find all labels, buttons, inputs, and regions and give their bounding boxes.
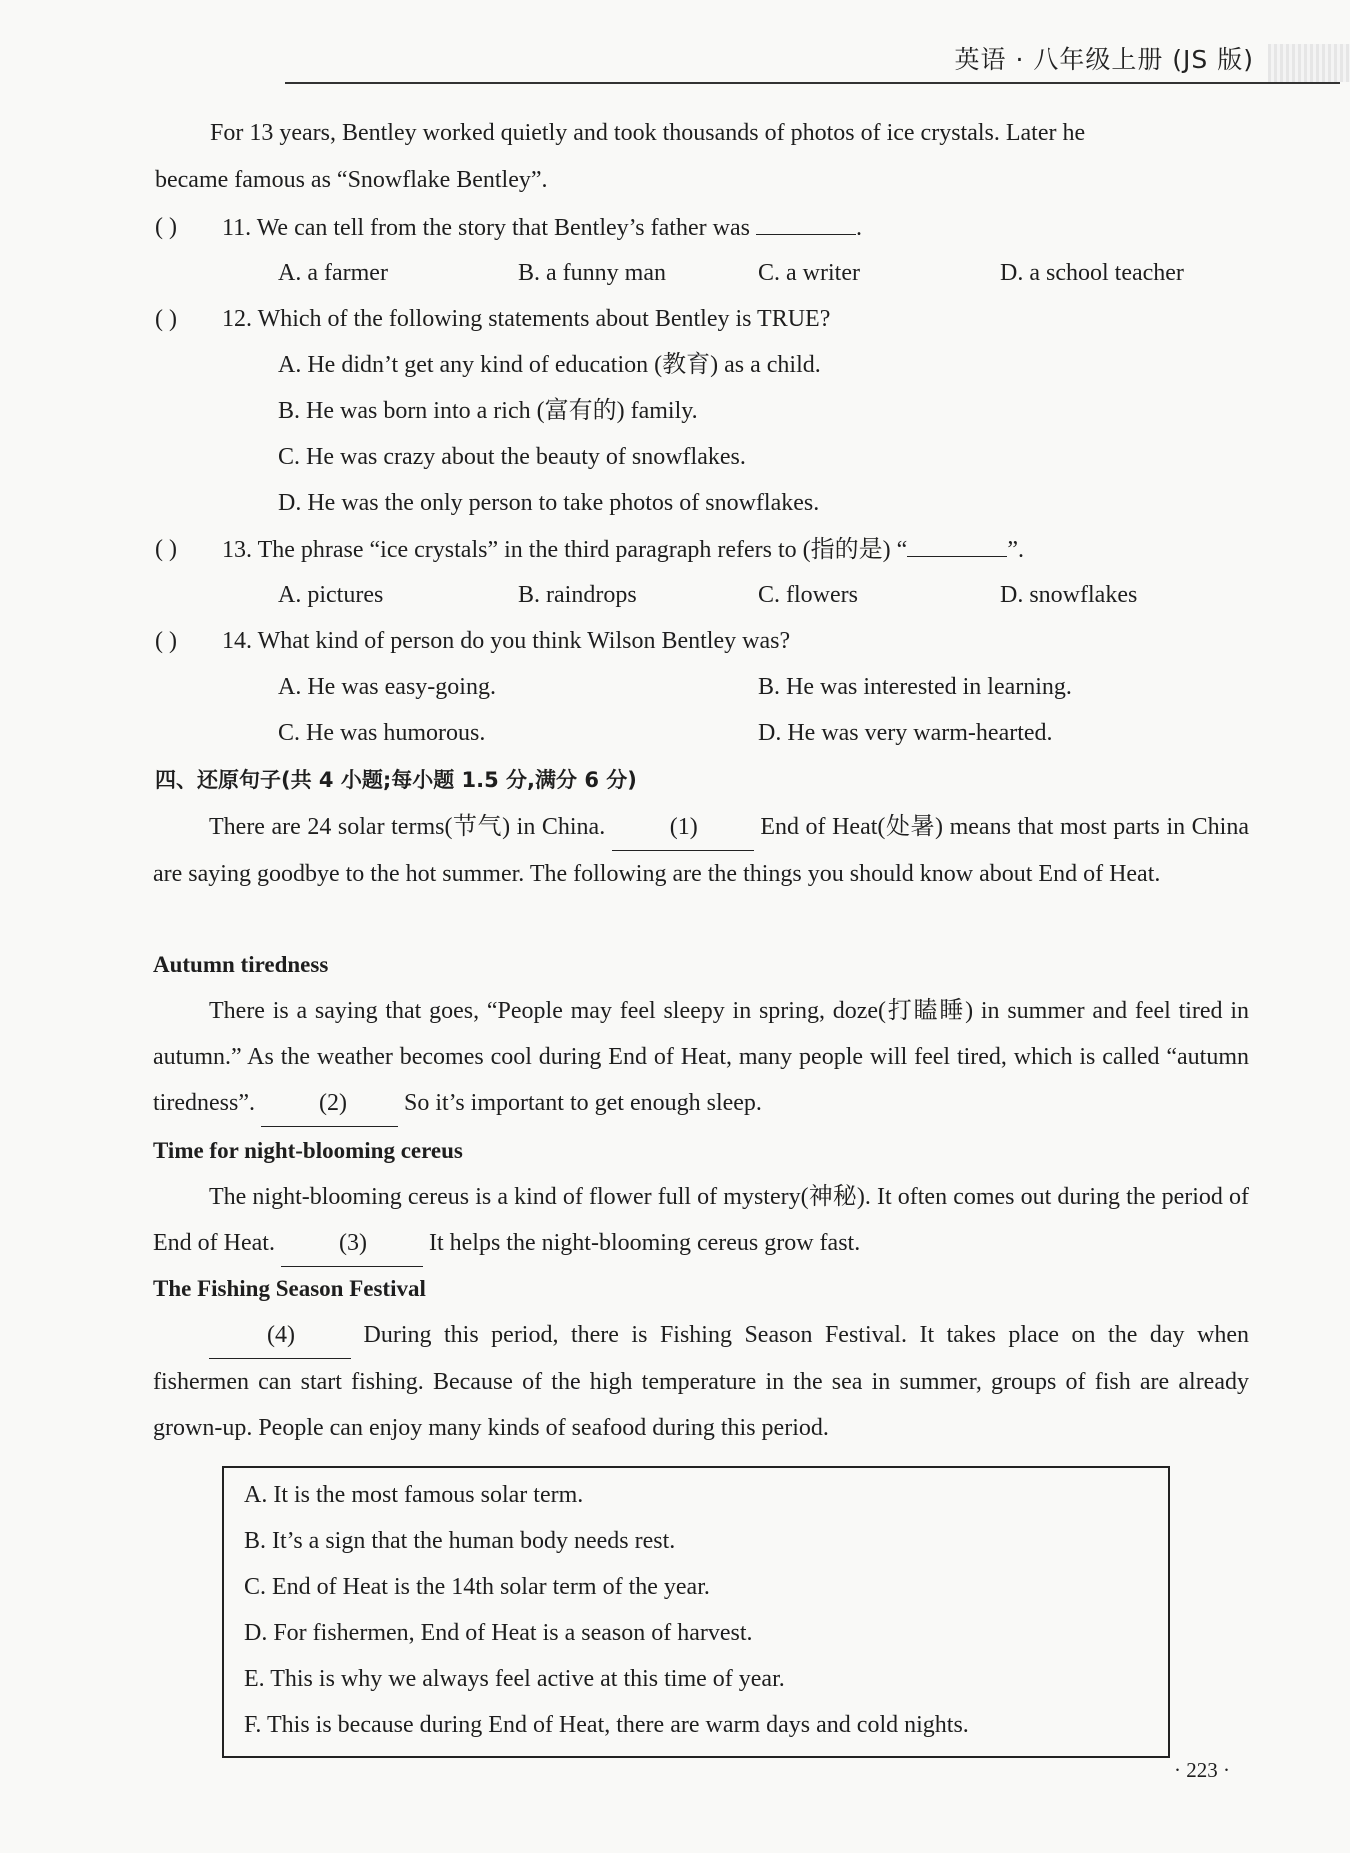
box-option-c: C. End of Heat is the 14th solar term of the year. — [244, 1574, 710, 1600]
box-option-a: A. It is the most famous solar term. — [244, 1482, 584, 1508]
intro-line-2: became famous as “Snowflake Bentley”. — [155, 167, 548, 193]
box-option-f: F. This is because during End of Heat, there are warm days and cold nights. — [244, 1712, 969, 1738]
paragraph-1: There are 24 solar terms(节气) in China. (1) End of Heat(处暑) means that most parts in China are saying goodbye to the hot summer. The following are the things you should know about End of Heat. — [153, 804, 1249, 897]
answer-blank-1: (1) — [612, 804, 754, 851]
question-13 — [222, 534, 1024, 565]
question-number: 12. — [222, 306, 252, 332]
question-12 — [222, 304, 830, 334]
question-text: Which of the following statements about Bentley is TRUE? — [257, 306, 831, 332]
box-option-b: B. It’s a sign that the human body needs rest. — [244, 1528, 676, 1554]
option-b: B. He was interested in learning. — [758, 674, 1072, 700]
option-b: B. raindrops — [518, 582, 637, 608]
question-11 — [222, 212, 862, 243]
subheading-fishing-season: The Fishing Season Festival — [153, 1276, 426, 1301]
option-c: C. He was humorous. — [278, 720, 486, 746]
option-d: D. He was the only person to take photos of snowflakes. — [278, 490, 820, 516]
paragraph-4: (4) During this period, there is Fishing Season Festival. It takes place on the day when fishermen can start fishing. Because of the high temperature in the sea in summer, groups of fish are already grown-up. People can enjoy many kinds of seafood during this period. — [153, 1312, 1249, 1451]
page-number: · 223 · — [1174, 1758, 1230, 1782]
answer-blank — [907, 534, 1007, 557]
option-c: C. He was crazy about the beauty of snowflakes. — [278, 444, 746, 470]
question-text: What kind of person do you think Wilson Bentley was? — [257, 628, 791, 654]
option-c: C. a writer — [758, 260, 860, 286]
header-title: 英语 · 八年级上册 (JS 版) — [954, 45, 1254, 74]
option-b: B. He was born into a rich (富有的) family. — [278, 398, 698, 424]
box-option-e: E. This is why we always feel active at this time of year. — [244, 1666, 785, 1692]
question-number: 11. — [222, 215, 252, 241]
answer-blank-3: (3) — [281, 1220, 423, 1267]
header-rule — [285, 82, 1340, 84]
paragraph-3: The night-blooming cereus is a kind of flower full of mystery(神秘). It often comes out during the period of End of Heat. (3) It helps the night-blooming cereus grow fast. — [153, 1174, 1249, 1267]
options-box — [222, 1466, 1170, 1758]
question-number: 14. — [222, 628, 252, 654]
option-a: A. a farmer — [278, 260, 388, 286]
answer-paren: ( ) — [155, 306, 177, 332]
answer-paren: ( ) — [155, 536, 177, 562]
answer-blank — [756, 212, 856, 235]
answer-paren: ( ) — [155, 628, 177, 654]
option-b: B. a funny man — [518, 260, 666, 286]
subheading-night-blooming-cereus: Time for night-blooming cereus — [153, 1138, 463, 1163]
section-heading: 四、还原句子(共 4 小题;每小题 1.5 分,满分 6 分) — [155, 768, 637, 792]
answer-blank-2: (2) — [261, 1080, 398, 1127]
intro-line-1: For 13 years, Bentley worked quietly and took thousands of photos of ice crystals. Later he — [210, 120, 1086, 146]
option-c: C. flowers — [758, 582, 858, 608]
question-end: ”. — [1007, 537, 1024, 563]
option-a: A. pictures — [278, 582, 384, 608]
answer-paren: ( ) — [155, 214, 177, 240]
question-text: We can tell from the story that Bentley’s father was — [256, 215, 750, 241]
option-d: D. snowflakes — [1000, 582, 1138, 608]
question-text: The phrase “ice crystals” in the third paragraph refers to (指的是) “ — [257, 537, 908, 563]
option-a: A. He didn’t get any kind of education (教育) as a child. — [278, 352, 821, 378]
paragraph-2: There is a saying that goes, “People may feel sleepy in spring, doze(打瞌睡) in summer and feel tired in autumn.” As the weather becomes cool during End of Heat, many people will feel tired, which is called “autumn tiredness”. (2) So it’s important to get enough sleep. — [153, 988, 1249, 1127]
answer-blank-4: (4) — [209, 1312, 351, 1359]
question-end: . — [855, 215, 862, 241]
box-option-d: D. For fishermen, End of Heat is a season of harvest. — [244, 1620, 753, 1646]
option-a: A. He was easy-going. — [278, 674, 496, 700]
question-14 — [222, 626, 790, 656]
header-decoration — [1268, 44, 1350, 82]
question-number: 13. — [222, 537, 252, 563]
option-d: D. a school teacher — [1000, 260, 1184, 286]
subheading-autumn-tiredness: Autumn tiredness — [153, 952, 329, 977]
option-d: D. He was very warm-hearted. — [758, 720, 1053, 746]
